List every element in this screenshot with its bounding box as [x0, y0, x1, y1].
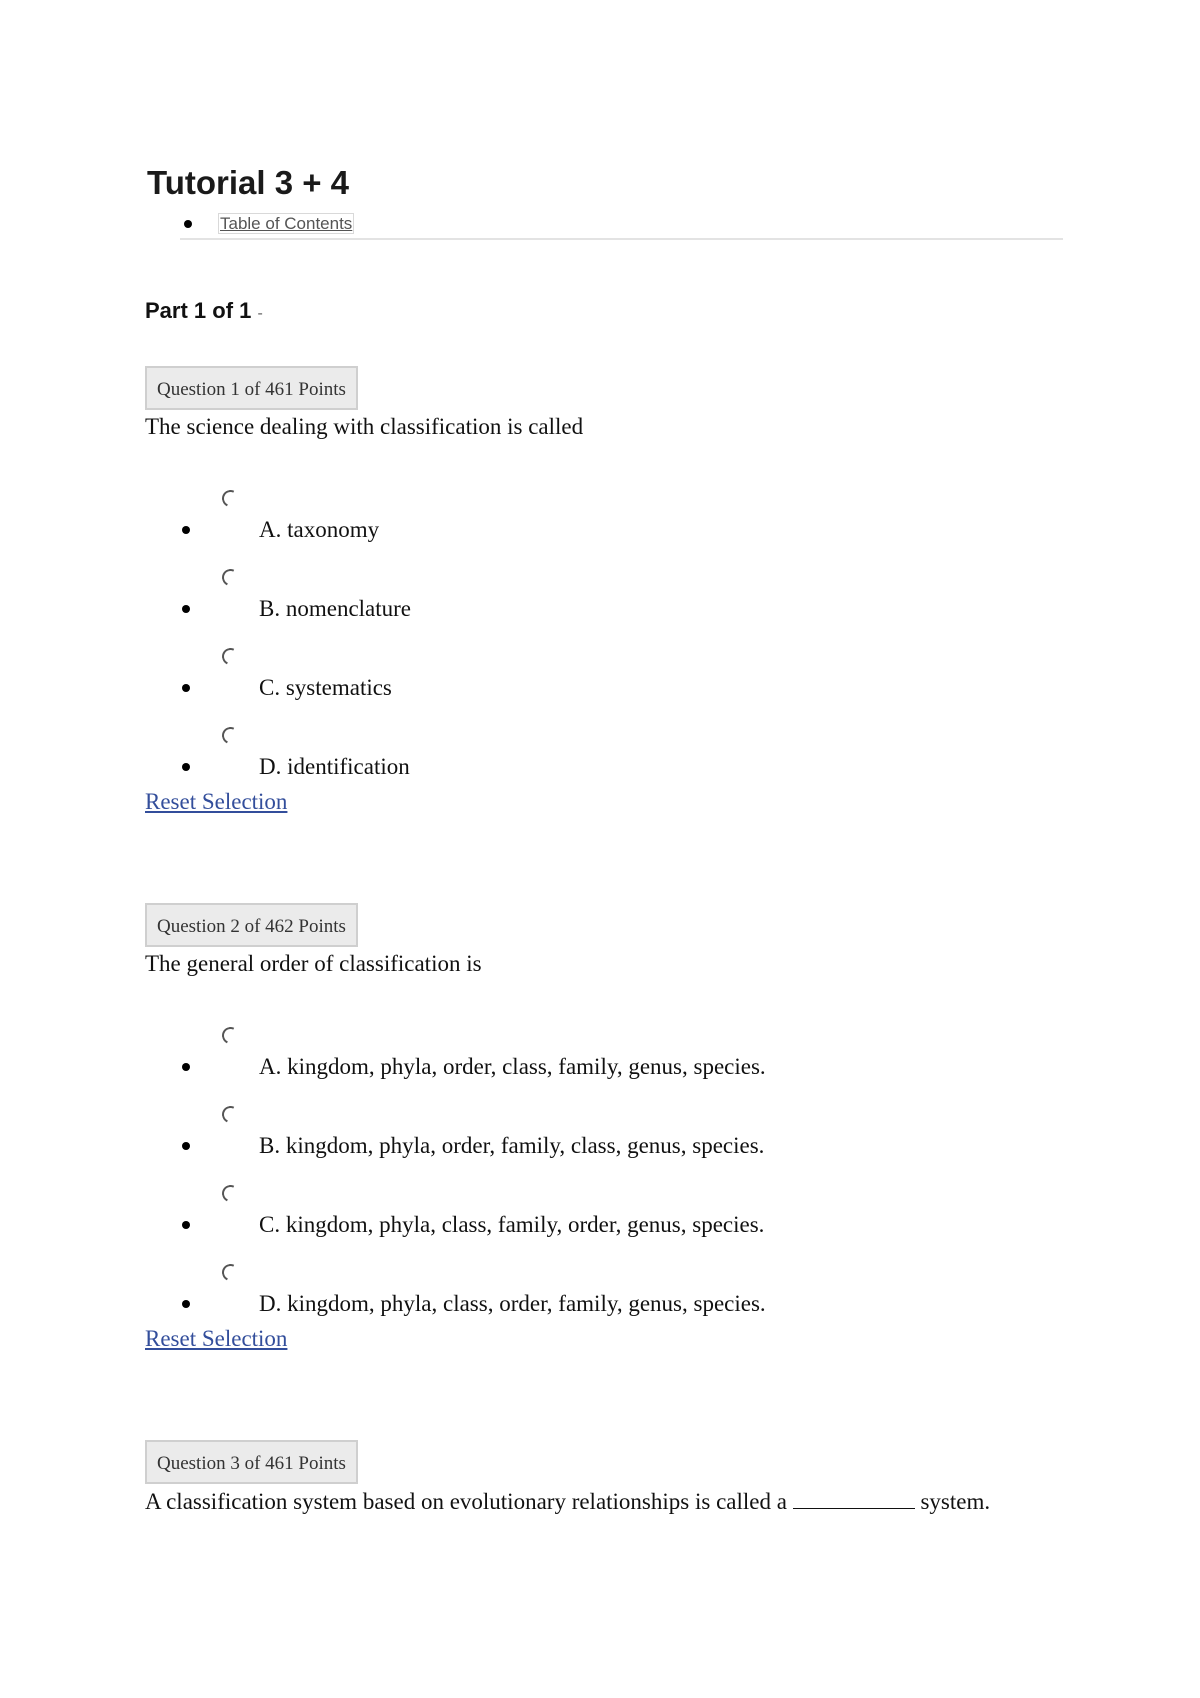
- question-1: [145, 366, 1145, 817]
- bullet-icon: [182, 1142, 190, 1150]
- answer-option[interactable]: [145, 1025, 1145, 1104]
- table-of-contents-list: [180, 212, 1063, 240]
- toc-list-item: [180, 212, 1063, 236]
- option-label[interactable]: D. kingdom, phyla, class, order, family, genus, species.: [259, 1291, 766, 1316]
- bullet-icon: [182, 605, 190, 613]
- answer-options: [145, 1025, 1145, 1324]
- answer-blank: [793, 1486, 915, 1509]
- answer-option[interactable]: [145, 567, 1145, 646]
- radio-button-icon[interactable]: [220, 567, 242, 589]
- answer-option[interactable]: [145, 1183, 1145, 1262]
- question-badge: Question 3 of 461 Points: [145, 1440, 358, 1484]
- question-text-after-blank: system.: [920, 1489, 991, 1514]
- bullet-icon: [182, 1300, 190, 1308]
- question-text: The science dealing with classification is called: [145, 414, 584, 439]
- page-title: Tutorial 3 + 4: [147, 164, 350, 201]
- answer-option[interactable]: [145, 646, 1145, 725]
- radio-button-icon[interactable]: [220, 1025, 242, 1047]
- radio-button-icon[interactable]: [220, 725, 242, 747]
- option-label[interactable]: D. identification: [259, 754, 410, 779]
- question-text-before-blank: A classification system based on evolutionary relationships is called a: [145, 1489, 787, 1514]
- bullet-icon: [184, 220, 192, 228]
- option-label[interactable]: C. systematics: [259, 675, 392, 700]
- bullet-icon: [182, 1063, 190, 1071]
- answer-option[interactable]: [145, 1262, 1145, 1324]
- radio-button-icon[interactable]: [220, 488, 242, 510]
- reset-selection-link[interactable]: Reset Selection: [145, 1326, 288, 1351]
- radio-button-icon[interactable]: [220, 646, 242, 668]
- bullet-icon: [182, 526, 190, 534]
- question-badge: Question 1 of 461 Points: [145, 366, 358, 410]
- answer-options: [145, 488, 1145, 787]
- part-header: [145, 297, 263, 328]
- table-of-contents-link[interactable]: Table of Contents: [220, 214, 353, 233]
- question-3: [145, 1440, 1145, 1517]
- reset-selection-link[interactable]: Reset Selection: [145, 789, 288, 814]
- radio-button-icon[interactable]: [220, 1183, 242, 1205]
- option-label[interactable]: B. kingdom, phyla, order, family, class, genus, species.: [259, 1133, 765, 1158]
- option-label[interactable]: A. kingdom, phyla, order, class, family, genus, species.: [259, 1054, 766, 1079]
- question-text: The general order of classification is: [145, 951, 482, 976]
- answer-option[interactable]: [145, 488, 1145, 567]
- answer-option[interactable]: [145, 1104, 1145, 1183]
- part-separator: -: [257, 305, 263, 322]
- question-text: [145, 1486, 1145, 1517]
- question-badge: Question 2 of 462 Points: [145, 903, 358, 947]
- radio-button-icon[interactable]: [220, 1104, 242, 1126]
- bullet-icon: [182, 763, 190, 771]
- option-label[interactable]: B. nomenclature: [259, 596, 412, 621]
- bullet-icon: [182, 1221, 190, 1229]
- option-label[interactable]: A. taxonomy: [259, 517, 380, 542]
- radio-button-icon[interactable]: [220, 1262, 242, 1284]
- part-label: Part 1 of 1: [145, 298, 252, 323]
- question-2: [145, 903, 1145, 1354]
- answer-option[interactable]: [145, 725, 1145, 787]
- bullet-icon: [182, 684, 190, 692]
- option-label[interactable]: C. kingdom, phyla, class, family, order, genus, species.: [259, 1212, 765, 1237]
